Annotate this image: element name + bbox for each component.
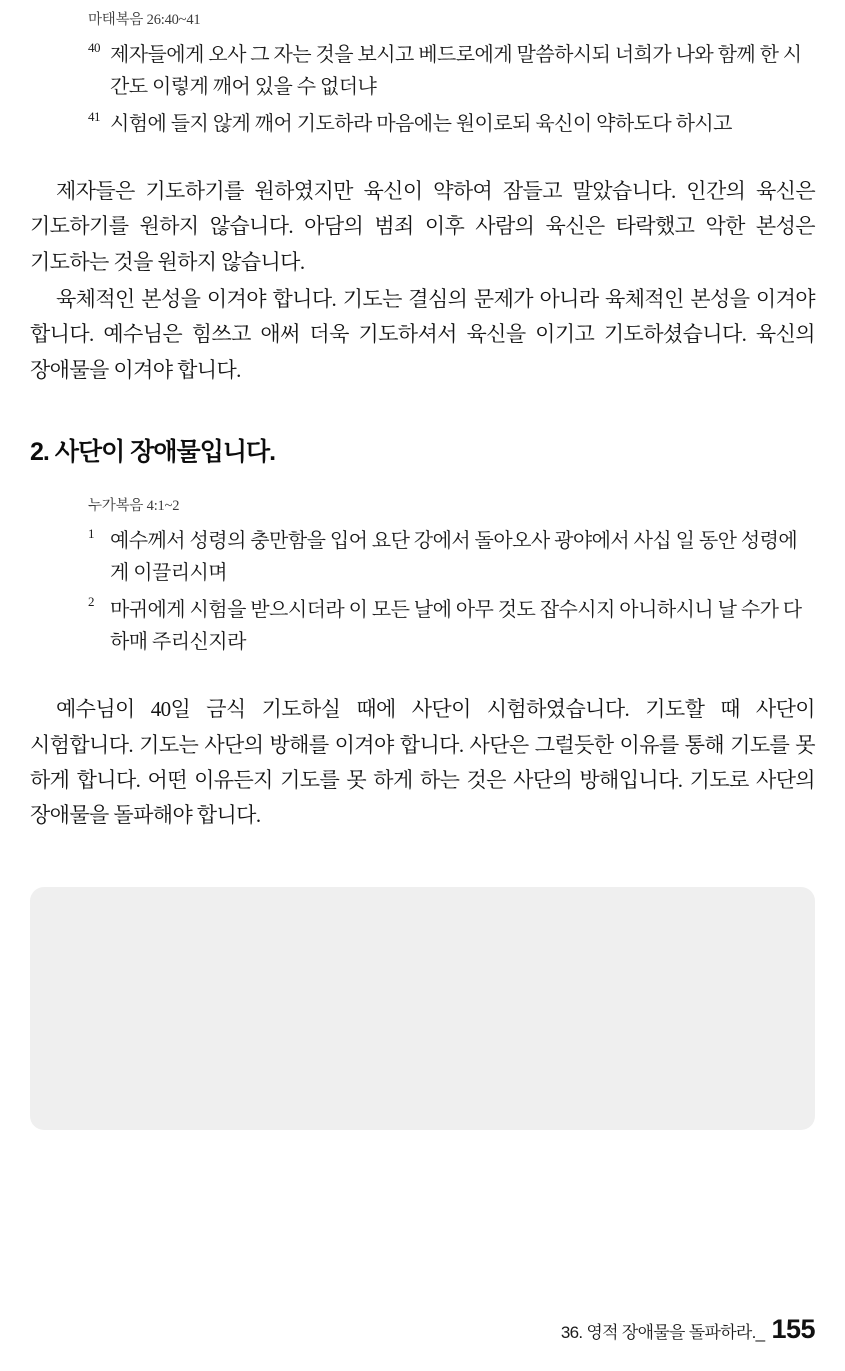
paragraph: 예수님이 40일 금식 기도하실 때에 사단이 시험하였습니다. 기도할 때 사단이 시험합니다. 기도는 사단의 방해를 이겨야 합니다. 사단은 그럴듯한 이유를 통해 기도를 못 하게 합니다. 어떤 이유든지 기도를 못 하게 하는 것은 사단의 방해입니다. 기도로 사단의 장애물을 돌파해야 합니다. <box>30 697 815 828</box>
verse-line <box>88 594 810 659</box>
scripture-block-matthew <box>30 8 815 140</box>
verse-number: 2 <box>88 594 94 610</box>
scripture-reference: 마태복음 26:40~41 <box>88 12 201 28</box>
verse-number: 41 <box>88 108 100 124</box>
verse-number: 40 <box>88 39 100 55</box>
note-area[interactable] <box>30 887 815 1130</box>
page-footer <box>561 1314 815 1345</box>
footer-chapter-title: 36. 영적 장애물을 돌파하라._ <box>560 1323 765 1342</box>
verse-text: 제자들에게 오사 그 자는 것을 보시고 베드로에게 말씀하시되 너희가 나와 함께 한 시간도 이렇게 깨어 있을 수 없더냐 <box>110 44 802 99</box>
verse-text: 마귀에게 시험을 받으시더라 이 모든 날에 아무 것도 잡수시지 아니하시니 날 수가 다하매 주리신지라 <box>110 598 802 653</box>
section-heading-number: 2. <box>30 437 49 466</box>
verse-line <box>88 39 810 104</box>
verse-line <box>88 108 810 140</box>
verse-text: 예수께서 성령의 충만함을 입어 요단 강에서 돌아오사 광야에서 사십 일 동안 성령에게 이끌리시며 <box>110 529 798 585</box>
scripture-reference: 누가복음 4:1~2 <box>88 497 180 514</box>
body-paragraphs-second <box>30 692 815 833</box>
scripture-block-luke <box>30 494 815 659</box>
verse-text: 시험에 들지 않게 깨어 기도하라 마음에는 원이로되 육신이 약하도다 하시고 <box>110 112 732 135</box>
body-paragraphs-first <box>30 174 815 388</box>
section-heading <box>30 432 815 468</box>
verse-number: 1 <box>88 525 94 541</box>
paragraph: 제자들은 기도하기를 원하였지만 육신이 약하여 잠들고 말았습니다. 인간의 육신은 기도하기를 원하지 않습니다. 아담의 범죄 이후 사람의 육신은 타락했고 악한 본성은 기도하는 것을 원하지 않습니다. <box>30 179 815 274</box>
paragraph: 육체적인 본성을 이겨야 합니다. 기도는 결심의 문제가 아니라 육체적인 본성을 이겨야 합니다. 예수님은 힘쓰고 애써 더욱 기도하셔서 육신을 이기고 기도하셨습니다. 육신의 장애물을 이겨야 합니다. <box>30 286 815 382</box>
verse-line <box>88 525 810 590</box>
footer-page-number: 155 <box>771 1314 815 1344</box>
top-spacer <box>30 0 815 8</box>
section-heading-text: 사단이 장애물입니다. <box>54 437 276 466</box>
